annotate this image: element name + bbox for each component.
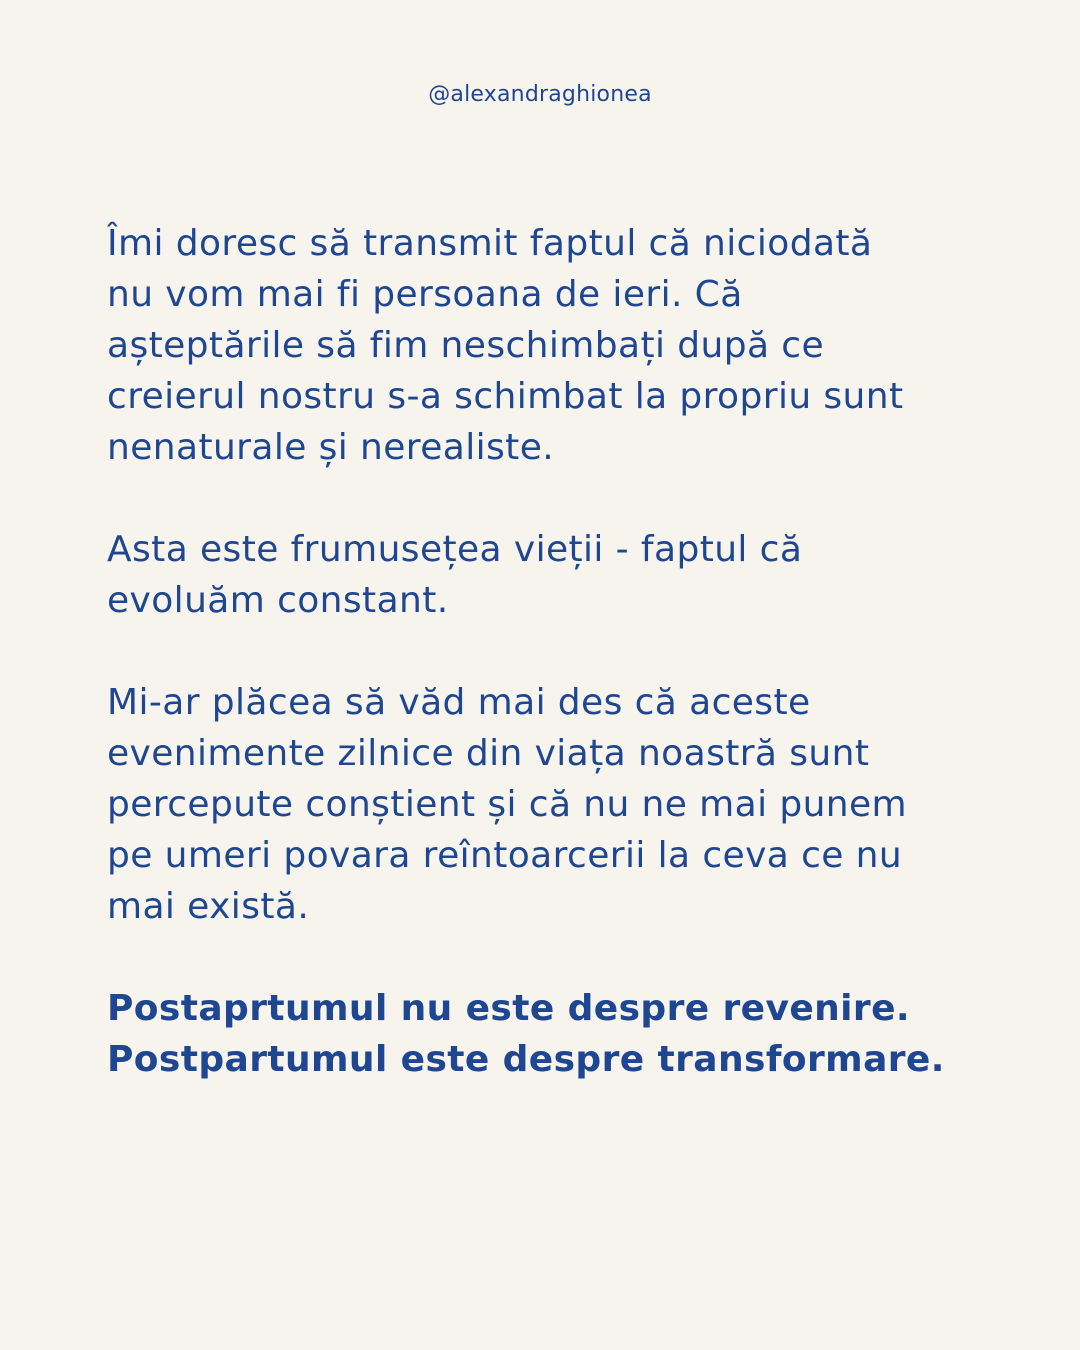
text-line: mai există. (107, 886, 310, 927)
text-line: percepute conștient și că nu ne mai punem (107, 784, 908, 825)
text-line: nu vom mai fi persoana de ieri. Că (107, 274, 743, 315)
paragraph-gap (107, 473, 987, 524)
post-text (107, 218, 987, 1085)
text-line: creierul nostru s-a schimbat la propriu sunt (107, 376, 904, 417)
text-line: Îmi doresc să transmit faptul că niciodată (107, 223, 873, 264)
text-line: nenaturale și nerealiste. (107, 427, 555, 468)
text-line: Mi-ar plăcea să văd mai des că aceste (107, 682, 811, 723)
text-line: Postaprtumul nu este despre revenire. (107, 988, 910, 1029)
text-line: evenimente zilnice din viața noastră sunt (107, 733, 870, 774)
text-line: evoluăm constant. (107, 580, 449, 621)
text-line: așteptările să fim neschimbați după ce (107, 325, 824, 366)
paragraph-1 (107, 218, 987, 473)
paragraph-2 (107, 524, 987, 626)
paragraph-3 (107, 677, 987, 932)
paragraph-gap (107, 932, 987, 983)
author-handle: @alexandraghionea (428, 82, 652, 107)
closing-statement (107, 983, 987, 1085)
text-line: pe umeri povara reîntoarcerii la ceva ce nu (107, 835, 903, 876)
paragraph-gap (107, 626, 987, 677)
text-line: Asta este frumusețea vieții - faptul că (107, 529, 803, 570)
text-line: Postpartumul este despre transformare. (107, 1039, 945, 1080)
